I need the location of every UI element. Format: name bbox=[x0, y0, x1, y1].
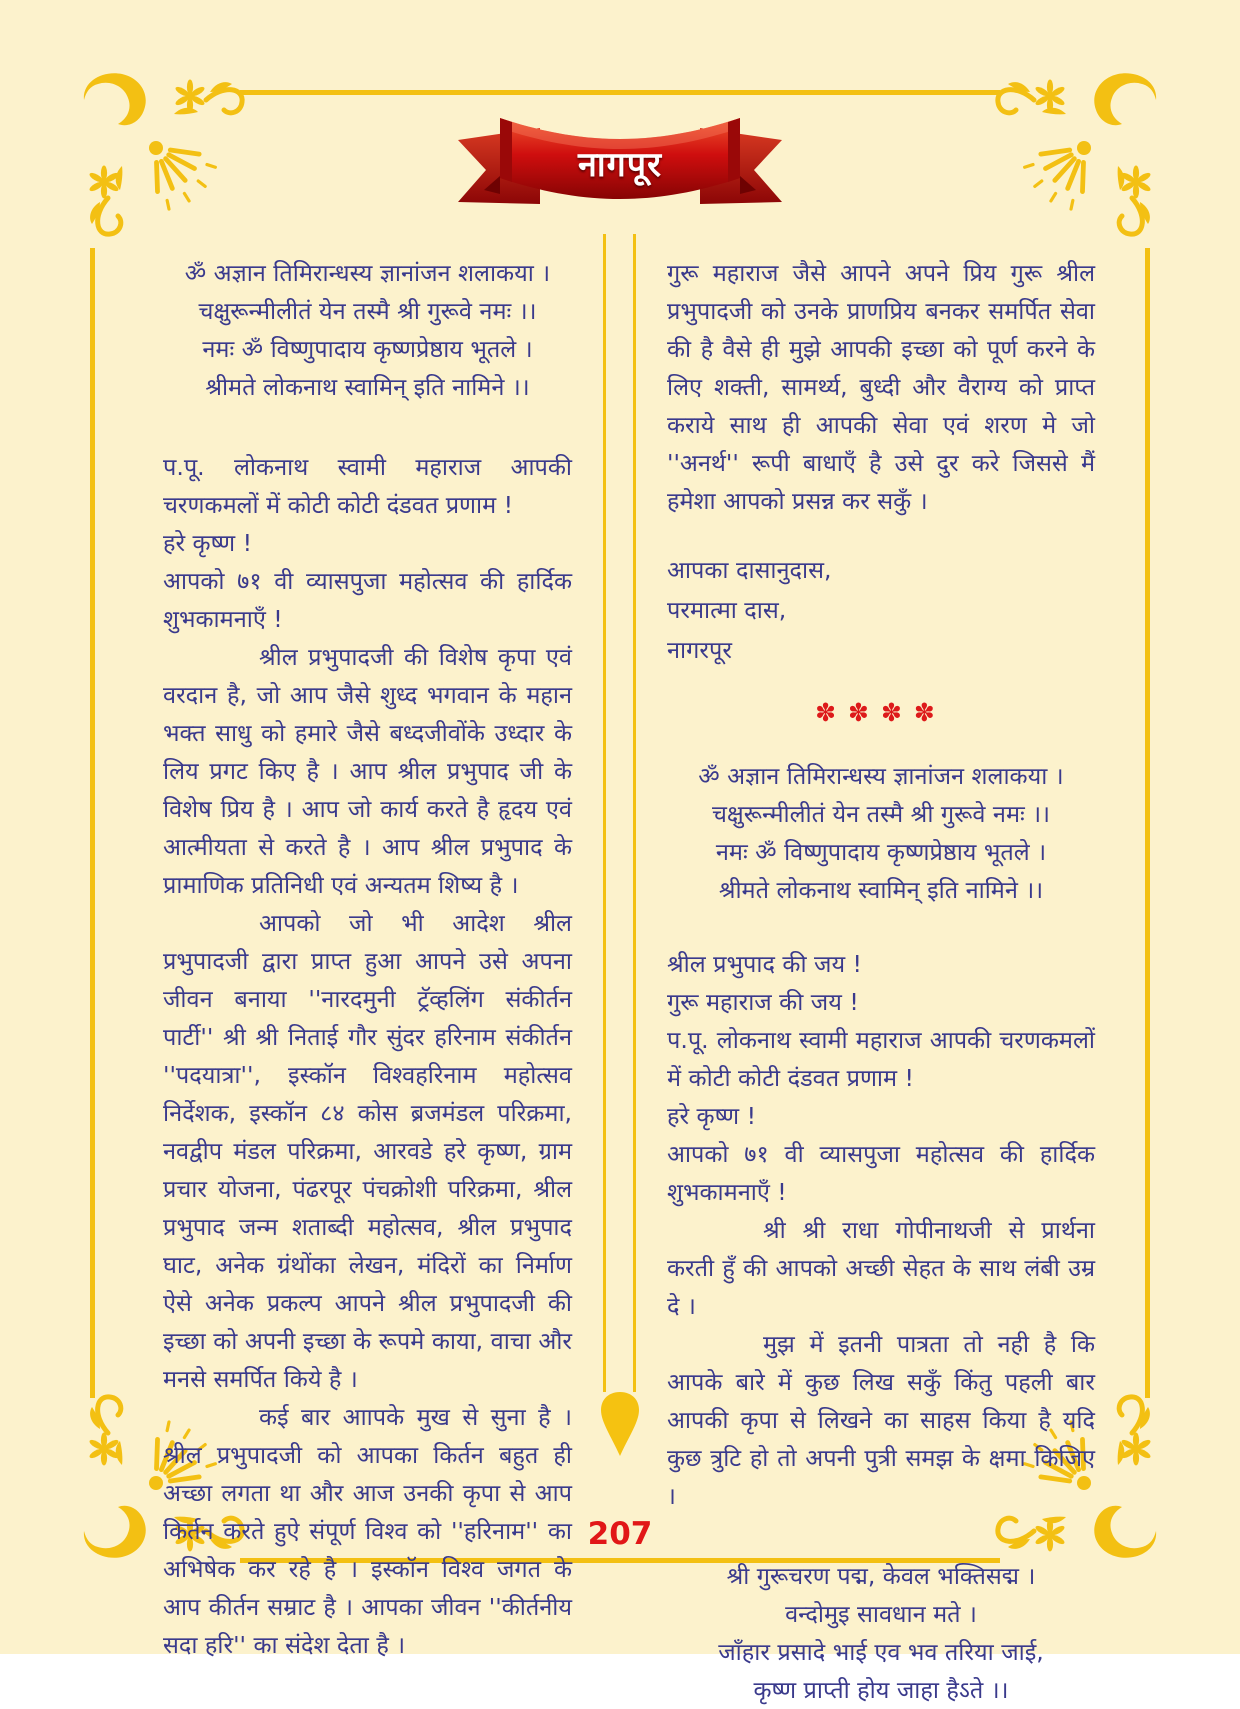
paragraph: कई बार आापके मुख से सुना है । श्रील प्रभुपादजी को आपका किर्तन बहुत ही अच्छा लगता था और आज उनकी कृपा से आप किर्तन करते हुऐ संपूर्ण विश्व को ''हरिनाम'' का अभिषेक कर रहे है । इस्कॉन विश्व जगत के आप कीर्तन सम्राट है । आपका जीवन ''कीर्तनीय सदा हरि'' का संदेश देता है । bbox=[163, 1403, 572, 1659]
signature-block bbox=[667, 550, 1095, 670]
paragraph: श्री श्री राधा गोपीनाथजी से प्रार्थना करती हुँ की आपको अच्छी सेहत के साथ लंबी उम्र दे । bbox=[667, 1216, 1095, 1320]
paragraph: हरे कृष्ण ! bbox=[163, 529, 253, 557]
paragraph: गुरू महाराज जैसे आपने अपने प्रिय गुरू श्रील प्रभुपादजी को उनके प्राणप्रिय बनकर समर्पित सेवा की है वैसे ही मुझे आपकी इच्छा को पूर्ण करने के लिए शक्ती, सामर्थ्य, बुध्दी और वैराग्य को प्राप्त कराये साथ ही आपकी सेवा एवं शरण मे जो ''अनर्थ'' रूपी बाधाएँ है उसे दुर करे जिससे मैं हमेशा आपको प्रसन्न कर सकुँ । bbox=[667, 259, 1095, 515]
paragraph: श्रील प्रभुपादजी की विशेष कृपा एवं वरदान है, जो आप जैसे शुध्द भगवान के महान भक्त साधु को हमारे जैसे बध्दजीवोंके उध्दार के लिय प्रगट किए है । आप श्रील प्रभुपाद जी के विशेष प्रिय है । आप जो कार्य करते है हृदय एवं आत्मीयता से करते है । आप श्रील प्रभुपाद के प्रामाणिक प्रतिनिधी एवं अन्यतम शिष्य है । bbox=[163, 643, 572, 899]
salutation-line: आपको ७१ वी व्यासपुजा महोत्सव की हार्दिक शुभकामनाएँ ! bbox=[667, 1140, 1095, 1206]
border-line-right bbox=[1145, 248, 1150, 1398]
corner-flourish-icon bbox=[987, 70, 1162, 245]
left-column bbox=[163, 254, 572, 1664]
verse-line: ॐ अज्ञान तिमिरान्धस्य ज्ञानांजन शलाकया । bbox=[184, 259, 551, 287]
verse-line: श्रीमते लोकनाथ स्वामिन् इति नामिने ।। bbox=[205, 373, 530, 401]
salutation-line: हरे कृष्ण ! bbox=[667, 1102, 757, 1130]
paragraph: प.पू. लोकनाथ स्वामी महाराज आपकी चरणकमलों में कोटी कोटी दंडवत प्रणाम ! bbox=[163, 453, 572, 519]
closing-verse bbox=[667, 1557, 1095, 1709]
verse-line: श्री गुरूचरण पद्म, केवल भक्तिसद्म । bbox=[726, 1562, 1036, 1590]
invocation-verse bbox=[667, 757, 1095, 909]
verse-line: नमः ॐ विष्णुपादाय कृष्णप्रेष्ठाय भूतले । bbox=[715, 838, 1047, 866]
border-line-top bbox=[240, 90, 1000, 95]
banner-title: नागपूर bbox=[577, 145, 663, 185]
salutation-line: श्रील प्रभुपाद की जय ! bbox=[667, 950, 862, 978]
divider-teardrop-icon bbox=[598, 1390, 642, 1456]
invocation-verse bbox=[163, 254, 572, 406]
page-number: 207 bbox=[587, 1516, 653, 1552]
verse-line: नमः ॐ विष्णुपादाय कृष्णप्रेष्ठाय भूतले । bbox=[202, 335, 533, 363]
verse-line: चक्षुरून्मीलीतं येन तस्मै श्री गुरूवे नमः ।। bbox=[198, 297, 537, 325]
border-line-left bbox=[90, 248, 95, 1398]
signature-line: आपका दासानुदास, bbox=[667, 556, 832, 584]
paragraph: मुझ में इतनी पात्रता तो नही है कि आपके बारे में कुछ लिख सकुँ किंतु पहली बार आपकी कृपा से लिखने का साहस किया है यदि कुछ त्रुटि हो तो अपनी पुत्री समझ के क्षमा किजिए । bbox=[667, 1330, 1095, 1510]
column-divider bbox=[603, 234, 636, 1392]
verse-line: ॐ अज्ञान तिमिरान्धस्य ज्ञानांजन शलाकया । bbox=[698, 762, 1064, 790]
verse-line: वन्दोमुइ सावधान मते । bbox=[785, 1600, 977, 1628]
section-separator: ✽✽✽✽ bbox=[815, 698, 947, 727]
verse-line: जाँहार प्रसादे भाई एव भव तरिया जाई, bbox=[718, 1638, 1044, 1666]
salutation-line: गुरू महाराज की जय ! bbox=[667, 988, 859, 1016]
salutation-line: प.पू. लोकनाथ स्वामी महाराज आपकी चरणकमलों में कोटी कोटी दंडवत प्रणाम ! bbox=[667, 1026, 1095, 1092]
verse-line: श्रीमते लोकनाथ स्वामिन् इति नामिने ।। bbox=[718, 876, 1044, 904]
paragraph: आपको जो भी आदेश श्रील प्रभुपादजी द्वारा प्राप्त हुआ आपने उसे अपना जीवन बनाया ''नारदमुनी ट्रॅव्हलिंग संकीर्तन पार्टी'' श्री श्री निताई गौर सुंदर हरिनाम संकीर्तन ''पदयात्रा'', इस्कॉन विश्वहरिनाम महोत्सव निर्देशक, इस्कॉन ८४ कोस ब्रजमंडल परिक्रमा, नवद्वीप मंडल परिक्रमा, आरवडे हरे कृष्ण, ग्राम प्रचार योजना, पंढरपूर पंचक्रोशी परिक्रमा, श्रील प्रभुपाद जन्म शताब्दी महोत्सव, श्रील प्रभुपाद घाट, अनेक ग्रंथोंका लेखन, मंदिरों का निर्माण ऐसे अनेक प्रकल्प आपने श्रील प्रभुपादजी की इच्छा को अपनी इच्छा के रूपमे काया, वाचा और मनसे समर्पित किये है । bbox=[163, 909, 572, 1393]
corner-flourish-icon bbox=[78, 70, 253, 245]
verse-line: चक्षुरून्मीलीतं येन तस्मै श्री गुरूवे नमः ।। bbox=[711, 800, 1051, 828]
banner-ribbon bbox=[448, 106, 792, 218]
signature-line: परमात्मा दास, bbox=[667, 596, 787, 624]
right-column bbox=[667, 254, 1095, 1709]
verse-line: कृष्ण प्राप्ती होय जाहा हैऽते ।। bbox=[753, 1676, 1009, 1704]
signature-line: नागरपूर bbox=[667, 636, 732, 664]
paragraph: आपको ७१ वी व्यासपुजा महोत्सव की हार्दिक शुभकामनाएँ ! bbox=[163, 567, 572, 633]
